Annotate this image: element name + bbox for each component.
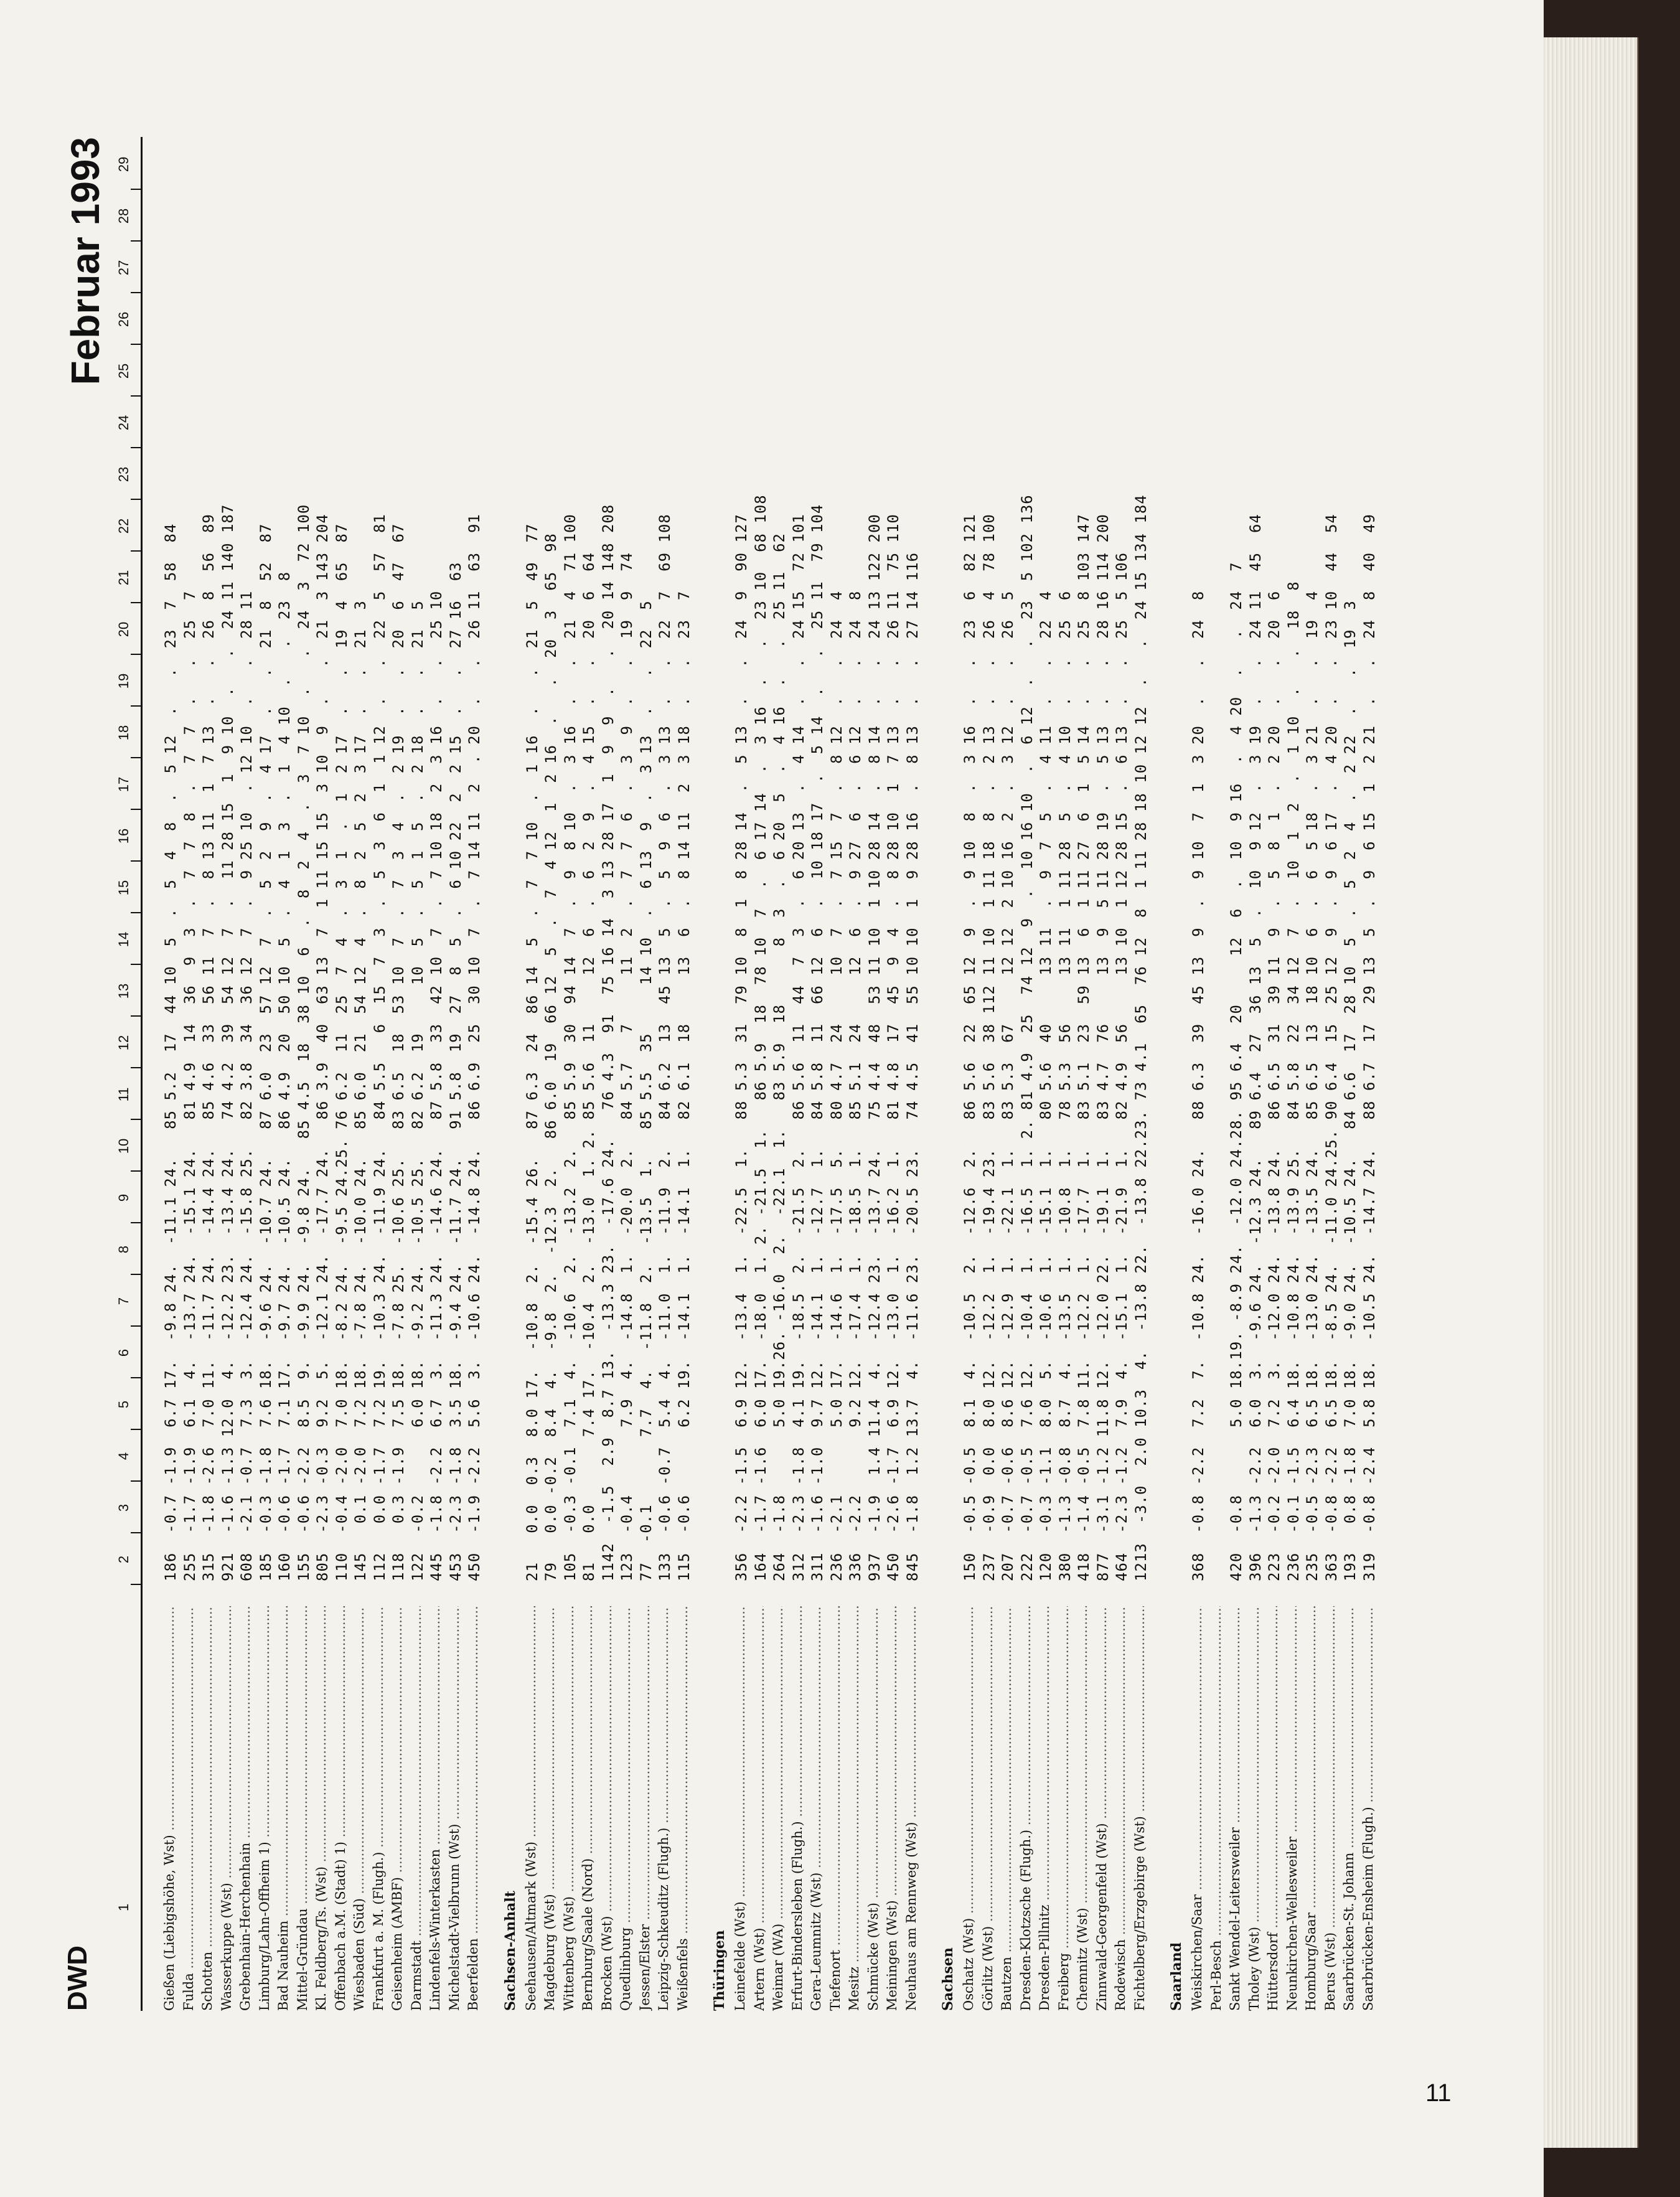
section-gap bbox=[485, 137, 497, 2011]
table-row bbox=[428, 137, 447, 2011]
column-tick bbox=[131, 1119, 141, 1120]
table-row bbox=[1341, 137, 1361, 2011]
column-tick bbox=[131, 1170, 141, 1172]
station-values: 445 -1.8 -2.2 6.7 3. -11.3 24. -14.6 24. 87 5.8 33 42 10 7 . 7 10 18 2 3 16 . . 25 10 bbox=[428, 590, 445, 1581]
station-values: 133 -0.6 -0.7 5.4 4. -11.0 1. -11.9 2. 84 6.2 13 45 13 5 . 5 9 6 . 3 13 . . 22 7 69 108 bbox=[656, 514, 673, 1581]
table-row bbox=[1285, 137, 1304, 2011]
table-row bbox=[1132, 137, 1152, 2011]
column-number: 19 bbox=[116, 673, 131, 689]
section-gap bbox=[922, 137, 935, 2011]
station-values: 110 -0.4 -2.0 7.0 18. -8.2 24. -9.5 24.25. 76 6.2 11 25 7 4 . 3 1 . 1 2 17 . . 19 4 65 87 bbox=[332, 523, 350, 1581]
station-name: Fichtelberg/Erzgebirge (Wst) ..... bbox=[1132, 1606, 1147, 2011]
station-values: 185 -0.3 -1.8 7.6 18. -9.6 24. -10.7 24. 87 6.0 23 57 12 7 . 5 2 9 . 4 17 . . 21 8 52 87 bbox=[256, 523, 275, 1581]
station-values: 160 -0.6 -1.7 7.1 17. -9.7 24. -10.5 24. 86 4.9 20 50 10 5 . 4 1 3 . 1 4 10 . . 23 8 bbox=[276, 571, 293, 1581]
table-row bbox=[1018, 137, 1038, 2011]
station-values: 937 -1.9 1.4 11.4 4. -12.4 23. -13.7 24. 75 4.4 48 53 11 10 1 10 28 14 . 8 14 . . 24 13 122 200 bbox=[865, 514, 883, 1581]
station-values: 450 -1.9 -2.2 5.6 3. -10.6 24. -14.8 24. 86 6.9 25 30 10 7 . 7 14 11 2 . 20 . . 26 11 63 91 bbox=[466, 514, 483, 1581]
station-name: Grebenhain-Herchenhain ..... bbox=[238, 1606, 253, 2011]
station-name: Weiskirchen/Saar ..... bbox=[1190, 1606, 1204, 2011]
table-row bbox=[847, 137, 866, 2011]
station-name: Gera-Leumnitz (Wst) ..... bbox=[809, 1606, 824, 2011]
station-name: Frankfurt a. M. (Flugh.) ..... bbox=[371, 1606, 386, 2011]
station-values: 877 -3.1 -1.2 11.8 12. -12.0 22. -19.1 1. 83 4.7 76 13 9 5 11 28 19 . 5 13 . . 28 16 114 200 bbox=[1094, 514, 1112, 1581]
column-number: 25 bbox=[116, 363, 131, 379]
table-row bbox=[866, 137, 885, 2011]
station-name: Mesitz ..... bbox=[847, 1606, 861, 2011]
page-number: 11 bbox=[1425, 2079, 1452, 2107]
table-row bbox=[733, 137, 752, 2011]
column-tick bbox=[131, 964, 141, 965]
table-row bbox=[980, 137, 1000, 2011]
table-row bbox=[314, 137, 333, 2011]
station-values: 186 -0.7 -1.9 6.7 17. -9.8 24. -11.1 24. 85 5.2 17 44 10 5 . 5 4 8 . 5 12 . . 23 7 58 84 bbox=[162, 523, 179, 1581]
rotated-table bbox=[62, 112, 1463, 2011]
table-row bbox=[1075, 137, 1094, 2011]
station-name: Tholey (Wst) ..... bbox=[1247, 1606, 1262, 2011]
station-values: 122 -0.2 6.0 18. -9.2 24. -10.5 25. 82 6.2 19 10 5 . 5 1 5 . 2 18 . . 21 5 bbox=[408, 600, 426, 1581]
table-row bbox=[656, 137, 675, 2011]
station-name: Wasserkuppe (Wst) ..... bbox=[219, 1606, 234, 2011]
station-name: Schotten ..... bbox=[200, 1606, 215, 2011]
table-row bbox=[276, 137, 295, 2011]
column-number: 24 bbox=[116, 415, 131, 431]
station-values: 450 -2.6 -1.7 6.9 12. -13.0 1. -16.2 1. 81 4.8 17 45 9 4 . 8 28 10 1 7 13 . . 26 11 75 110 bbox=[885, 514, 902, 1581]
station-values: 77 -0.1 7.7 4. -11.8 2. -13.5 1. 85 5.5 35 14 10 . 6 13 9 . 3 13 . . 22 5 bbox=[637, 600, 655, 1581]
station-values: 319 -0.8 -2.4 5.8 18. -10.5 24. -14.7 24. 88 6.7 17 29 13 5 . 9 6 15 1 2 21 . . 24 8 40 49 bbox=[1360, 514, 1378, 1581]
column-tick bbox=[131, 395, 141, 397]
station-values: 418 -1.4 -0.5 7.8 11. -12.2 1. -17.7 1. 83 5.1 23 59 13 6 1 11 27 6 1 5 14 . . 25 8 103 147 bbox=[1075, 514, 1092, 1581]
station-values: 236 -2.1 5.0 17. -14.6 1. -17.5 5. 80 4.7 24 10 7 . 7 15 7 . 8 12 . . 24 4 bbox=[827, 590, 845, 1581]
station-name: Saarbrücken-Ensheim (Flugh.) ..... bbox=[1361, 1606, 1376, 2011]
station-name: Zinnwald-Georgenfeld (Wst) ..... bbox=[1094, 1606, 1109, 2011]
station-values: 363 -0.8 -2.2 6.5 18. -8.5 24. -11.0 24.25. 90 6.4 15 25 12 9 . 9 6 17 . 4 20 . . 23 10 44 54 bbox=[1322, 514, 1340, 1581]
column-number: 27 bbox=[116, 260, 131, 276]
station-values: 921 -1.6 -1.3 12.0 4. -12.2 23. -13.4 24. 74 4.2 39 54 12 7 . 11 28 15 1 9 10 . . 24 11 140 187 bbox=[218, 504, 237, 1581]
station-values: 420 -0.8 5.0 18.19. -8.9 24. -12.0 24.28. 95 6.4 20 12 6 . 10 9 16 . 4 20 . . 24 7 bbox=[1227, 562, 1245, 1581]
station-values: 236 -0.1 -1.5 6.4 18. -10.8 24. -13.9 25. 84 5.8 22 34 12 7 . 10 1 2 . 1 10 . . 18 8 bbox=[1284, 581, 1302, 1581]
station-name: Geisenheim (AMBF) ..... bbox=[390, 1606, 405, 2011]
station-name: Sankt Wendel-Leitersweiler ..... bbox=[1227, 1606, 1242, 2011]
column-number: 2 bbox=[116, 1555, 131, 1564]
station-name: Perl-Besch ..... bbox=[1209, 1606, 1224, 2011]
station-name: Bernburg/Saale (Nord) ..... bbox=[580, 1606, 595, 2011]
station-name: Michelstadt-Vielbrunn (Wst) ..... bbox=[447, 1606, 462, 2011]
column-tick bbox=[131, 1274, 141, 1275]
column-number: 5 bbox=[116, 1400, 131, 1409]
station-values: 453 -2.3 -1.8 3.5 18. -9.4 24. -11.7 24. 91 5.8 19 27 8 5 . 6 10 22 2 2 15 . . 27 16 63 bbox=[446, 562, 464, 1581]
station-values: 315 -1.8 -2.6 7.0 11. -11.7 24. -14.4 24. 85 4.6 33 56 11 7 . 8 13 11 1 7 13 . . 26 8 56 89 bbox=[200, 514, 217, 1581]
table-row bbox=[1361, 137, 1380, 2011]
table-row bbox=[162, 137, 181, 2011]
station-name: Jessen/Elster ..... bbox=[637, 1606, 652, 2011]
table-row bbox=[257, 137, 276, 2011]
column-tick bbox=[131, 550, 141, 552]
section-title: Saarland bbox=[1168, 1942, 1185, 2011]
station-values: 368 -0.8 -2.2 7.2 7. -10.8 24. -16.0 24. 88 6.3 39 45 13 9 . 9 10 7 1 3 20 . . 24 8 bbox=[1190, 590, 1207, 1581]
section-title: Sachsen bbox=[940, 1947, 956, 2011]
column-tick bbox=[131, 1325, 141, 1327]
table-row bbox=[828, 137, 847, 2011]
table-row bbox=[1323, 137, 1342, 2011]
table-row bbox=[409, 137, 428, 2011]
station-name: Beerfelden ..... bbox=[466, 1606, 481, 2011]
table-row bbox=[295, 137, 314, 2011]
station-values: 155 -0.6 -2.2 8.5 9. -9.9 24. -9.8 24. 85 4.5 18 38 10 6 . 8 2 4 . 3 7 10 . . 24 3 72 100 bbox=[294, 504, 312, 1581]
column-number-1: 1 bbox=[116, 1903, 131, 1911]
station-values: 312 -2.3 -1.8 4.1 19. -18.5 2. -21.5 2. 86 5.6 11 44 7 3 . 6 20 13 . 4 14 . . 24 15 72 101 bbox=[789, 514, 807, 1581]
column-tick bbox=[131, 809, 141, 810]
station-name: Magdeburg (Wst) ..... bbox=[542, 1606, 557, 2011]
table-row bbox=[1037, 137, 1056, 2011]
column-number: 9 bbox=[116, 1193, 131, 1202]
station-name: Dresden-Pillnitz ..... bbox=[1037, 1606, 1052, 2011]
station-values: 380 -1.3 -0.8 8.7 4. -13.5 1. -10.8 1. 78 5.3 56 13 11 1 11 28 5 . 4 10 . . 25 6 bbox=[1056, 590, 1074, 1581]
table-row bbox=[542, 137, 561, 2011]
table-row bbox=[599, 137, 619, 2011]
column-number: 3 bbox=[116, 1503, 131, 1512]
station-values: 123 -0.4 7.9 4. -14.8 1. -20.0 2. 84 5.7 7 11 2 . 7 7 6 . 3 9 . . 19 9 74 bbox=[618, 552, 636, 1581]
table-row bbox=[675, 137, 695, 2011]
column-number: 13 bbox=[116, 983, 131, 999]
table-row bbox=[181, 137, 200, 2011]
column-number: 15 bbox=[116, 880, 131, 896]
station-name: Lindenfels-Winterkasten ..... bbox=[428, 1606, 443, 2011]
column-number: 12 bbox=[116, 1035, 131, 1051]
section-title: Thüringen bbox=[711, 1930, 728, 2011]
station-name: Schmücke (Wst) ..... bbox=[866, 1606, 881, 2011]
station-values: 118 0.3 -1.9 7.5 18. -7.8 25. -10.6 25. 83 6.5 18 53 10 7 . 7 3 4 . 2 19 . . 20 6 47 67 bbox=[390, 523, 407, 1581]
station-name: Tiefenort ..... bbox=[828, 1606, 843, 2011]
column-tick bbox=[131, 705, 141, 707]
station-name: Chemnitz (Wst) ..... bbox=[1075, 1606, 1090, 2011]
table-row bbox=[1247, 137, 1266, 2011]
column-number: 8 bbox=[116, 1245, 131, 1254]
column-tick bbox=[131, 1377, 141, 1378]
station-name: Mittel-Gründau ..... bbox=[295, 1606, 310, 2011]
column-number: 14 bbox=[116, 931, 131, 948]
table-row bbox=[1303, 137, 1323, 2011]
column-number: 17 bbox=[116, 776, 131, 793]
column-number: 7 bbox=[116, 1297, 131, 1305]
table-row bbox=[1227, 137, 1247, 2011]
station-values: 264 -1.8 5.0 19.26. -16.0 2. -22.1 1. 83 5.9 18 8 3 . 6 20 5 . 4 16 . . 25 11 62 bbox=[771, 533, 788, 1581]
table-row bbox=[466, 137, 485, 2011]
column-tick bbox=[131, 602, 141, 603]
table-row bbox=[1094, 137, 1114, 2011]
station-values: 608 -2.1 -0.7 7.3 3. -12.4 24. -15.8 25. 82 3.8 34 36 12 7 . 9 25 10 . 12 10 . . 28 11 bbox=[238, 590, 255, 1581]
table-row bbox=[1056, 137, 1076, 2011]
section-title: Sachsen-Anhalt bbox=[502, 1891, 519, 2011]
station-name: Quedlinburg ..... bbox=[618, 1606, 633, 2011]
station-name: Saarbrücken-St. Johann ..... bbox=[1341, 1606, 1356, 2011]
column-header bbox=[112, 137, 143, 2011]
station-values: 164 -1.7 -1.6 6.0 17. -18.0 1. 2. -21.5 1. 86 5.9 18 78 10 7 . 6 17 14 . 3 16 . . 23 10 68 108 bbox=[751, 494, 769, 1581]
header-right: Februar 1993 bbox=[63, 137, 108, 385]
station-values: 845 -1.8 1.2 13.7 4. -11.6 23. -20.5 23. 74 4.5 41 55 10 10 1 9 28 16 . 8 13 . . 27 14 116 bbox=[903, 552, 921, 1581]
table-row bbox=[790, 137, 809, 2011]
table-row bbox=[238, 137, 257, 2011]
station-name: Oschatz (Wst) ..... bbox=[961, 1606, 976, 2011]
column-tick bbox=[131, 1480, 141, 1482]
station-name: Limburg/Lahn-Offheim 1) ..... bbox=[257, 1606, 272, 2011]
station-values: 145 0.1 -2.0 7.2 18. -7.8 24. -10.0 24. 85 6.0 21 54 12 4 . 8 2 5 2 3 17 . . 21 3 bbox=[352, 600, 369, 1581]
station-name: Bad Nauheim ..... bbox=[276, 1606, 291, 2011]
column-number: 4 bbox=[116, 1452, 131, 1461]
station-values: 81 0.0 7.4 17. -10.4 2. -13.0 1. 2. 85 5.6 11 12 6 . 6 2 9 . 4 15 . . 20 6 64 bbox=[580, 552, 598, 1581]
section-gap bbox=[694, 137, 706, 2011]
station-values: 79 0.0 -0.2 8.4 4. -9.8 2. -12.3 2. 86 6.0 19 66 12 5 . 7 4 12 1 2 16 . . 20 3 65 98 bbox=[542, 533, 560, 1581]
table-row bbox=[1190, 137, 1209, 2011]
table-row bbox=[1209, 137, 1228, 2011]
station-values: 21 0.0 0.3 8.0 17. -10.8 2. -15.4 26. 87 6.3 24 86 14 5 . 7 7 10 . 1 16 . . 21 5 49 77 bbox=[523, 523, 541, 1581]
station-values: 120 -0.3 -1.1 8.0 5. -10.6 1. -15.1 1. 80 5.6 40 13 11 . 9 7 5 . 4 11 . . 22 4 bbox=[1037, 590, 1054, 1581]
column-number: 18 bbox=[116, 725, 131, 741]
column-tick bbox=[131, 240, 141, 242]
column-tick bbox=[131, 1429, 141, 1430]
column-number: 16 bbox=[116, 828, 131, 844]
table-row bbox=[219, 137, 238, 2011]
station-table bbox=[162, 137, 1379, 2011]
table-row bbox=[580, 137, 599, 2011]
station-values: 805 -2.3 -0.3 9.2 5. -12.1 24. -17.7 24. 86 3.9 40 63 13 7 1 11 15 15 3 10 9 . . 21 3 143 204 bbox=[314, 514, 331, 1581]
table-row bbox=[885, 137, 904, 2011]
station-values: 193 0.8 -1.8 7.0 18. -9.0 24. -10.5 24. 84 6.6 17 28 10 5 . 5 2 4 . 2 22 . . 19 3 bbox=[1341, 600, 1359, 1581]
station-name: Rodewisch ..... bbox=[1113, 1606, 1128, 2011]
column-tick bbox=[131, 292, 141, 293]
table-row bbox=[447, 137, 466, 2011]
station-values: 105 -0.3 -0.1 7.1 4. -10.6 2. -13.2 2. 85 5.9 30 94 14 7 . 9 8 10 . 3 16 . . 21 4 71 100 bbox=[561, 514, 579, 1581]
column-tick bbox=[131, 1532, 141, 1533]
station-name: Meiningen (Wst) ..... bbox=[885, 1606, 899, 2011]
station-name: Fulda ..... bbox=[181, 1606, 196, 2011]
station-values: 222 -0.7 -0.5 7.6 12. -10.4 1. -16.5 1. 2. 81 4.9 25 74 12 9 . 10 16 10 . 6 12 . . 23 5 102 136 bbox=[1018, 494, 1036, 1581]
station-values: 150 -0.5 -0.5 8.1 4. -10.5 2. -12.6 2. 86 5.6 22 65 12 9 . 9 10 8 . 3 16 . . 23 6 82 121 bbox=[961, 514, 978, 1581]
station-name: Gießen (Liebigshöhe, Wst) ..... bbox=[162, 1606, 177, 2011]
column-number: 10 bbox=[116, 1138, 131, 1154]
station-values: 112 0.0 -1.7 7.2 19. -10.3 24. -11.9 24. 84 5.5 6 15 7 3 . 5 3 6 1 1 12 . . 22 5 57 81 bbox=[370, 514, 388, 1581]
station-name: Weimar (WA) ..... bbox=[771, 1606, 786, 2011]
station-values: 336 -2.2 9.2 12. -17.4 1. -18.5 1. 85 5.1 24 12 6 . 9 27 6 . 6 12 . . 24 8 bbox=[847, 590, 864, 1581]
table-row bbox=[999, 137, 1018, 2011]
station-name: Freiberg ..... bbox=[1056, 1606, 1071, 2011]
station-values: 115 -0.6 6.2 19. -14.1 1. -14.1 1. 82 6.1 18 13 6 . 8 14 11 2 3 18 . . 23 7 bbox=[675, 590, 693, 1581]
station-values: 311 -1.6 -1.0 9.7 12. -14.1 1. -12.7 1. 84 5.8 11 66 12 6 . 10 18 17 . 5 14 . . 25 11 79 104 bbox=[809, 504, 826, 1581]
station-values: 1213 -3.0 2.0 10.3 4. -13.8 22. -13.8 22.23. 73 4.1 65 76 12 8 1 11 28 18 10 12 12 . . 24 15 134 184 bbox=[1132, 494, 1150, 1581]
table-row bbox=[904, 137, 923, 2011]
column-tick bbox=[131, 757, 141, 758]
table-row bbox=[771, 137, 790, 2011]
column-tick bbox=[131, 344, 141, 345]
station-name: Weißenfels ..... bbox=[675, 1606, 690, 2011]
section-gap bbox=[1151, 137, 1163, 2011]
table-row bbox=[523, 137, 543, 2011]
station-name: Homburg/Saar ..... bbox=[1303, 1606, 1318, 2011]
station-name: Berus (Wst) ..... bbox=[1323, 1606, 1338, 2011]
table-row bbox=[371, 137, 390, 2011]
column-tick bbox=[131, 654, 141, 655]
station-name: Seehausen/Altmark (Wst) ..... bbox=[523, 1606, 538, 2011]
column-tick bbox=[131, 189, 141, 190]
station-name: Kl. Feldberg/Ts. (Wst) ..... bbox=[314, 1606, 329, 2011]
station-values: 464 -2.3 -1.2 7.9 4. -15.1 1. -21.9 1. 82 4.9 56 13 10 1 12 28 15 . 6 13 . . 25 5 106 bbox=[1113, 552, 1130, 1581]
column-number: 28 bbox=[116, 208, 131, 224]
table-row bbox=[1113, 137, 1132, 2011]
station-values: 396 -1.3 -2.2 6.0 3. -9.6 24. -12.3 24. 89 6.4 27 36 13 5 . 10 9 12 . 3 19 . . 24 11 45 64 bbox=[1246, 514, 1264, 1581]
column-number: 22 bbox=[116, 518, 131, 534]
column-number: 6 bbox=[116, 1348, 131, 1357]
table-row bbox=[561, 137, 581, 2011]
station-name: Artern (Wst) ..... bbox=[752, 1606, 767, 2011]
column-number: 11 bbox=[116, 1087, 131, 1102]
column-number: 20 bbox=[116, 621, 131, 637]
table-row bbox=[390, 137, 409, 2011]
station-name: Offenbach a.M. (Stadt) 1) ..... bbox=[333, 1606, 348, 2011]
table-row bbox=[1265, 137, 1285, 2011]
station-name: Darmstadt ..... bbox=[409, 1606, 424, 2011]
table-row bbox=[352, 137, 371, 2011]
station-name: Bautzen ..... bbox=[999, 1606, 1014, 2011]
station-values: 356 -2.2 -1.5 6.9 12. -13.4 1. -22.5 1. 88 5.3 31 79 10 8 1 8 28 14 . 5 13 . . 24 9 90 127 bbox=[733, 514, 750, 1581]
station-name: Wiesbaden (Süd) ..... bbox=[352, 1606, 367, 2011]
column-tick bbox=[131, 912, 141, 913]
table-row bbox=[200, 137, 219, 2011]
column-tick bbox=[131, 1015, 141, 1017]
station-name: Görlitz (Wst) ..... bbox=[980, 1606, 995, 2011]
column-number: 26 bbox=[116, 311, 131, 327]
station-values: 207 -0.7 -0.6 8.6 12. -12.9 1. -22.1 1. 83 5.3 67 12 12 2 10 16 2 . 3 12 . . 26 5 bbox=[999, 590, 1016, 1581]
station-name: Hüttersdorf ..... bbox=[1265, 1606, 1280, 2011]
table-row bbox=[618, 137, 637, 2011]
station-name: Erfurt-Bindersleben (Flugh.) ..... bbox=[790, 1606, 805, 2011]
column-tick bbox=[131, 499, 141, 500]
column-number: 29 bbox=[116, 156, 131, 172]
table-row bbox=[637, 137, 657, 2011]
table-row bbox=[961, 137, 980, 2011]
station-values: 235 -0.5 -2.3 6.5 18. -13.0 24. -13.5 24. 85 6.5 13 18 10 6 . 6 5 18 . 3 21 . . 19 4 bbox=[1303, 590, 1321, 1581]
column-number: 23 bbox=[116, 466, 131, 482]
station-name: Brocken (Wst) ..... bbox=[599, 1606, 614, 2011]
station-name: Leinefelde (Wst) ..... bbox=[733, 1606, 748, 2011]
station-values: 223 -0.2 -2.0 7.2 3. -12.0 24. -13.8 24. 86 6.5 31 39 11 9 . 5 8 1 . 2 20 . . 20 6 bbox=[1265, 590, 1283, 1581]
column-tick bbox=[131, 860, 141, 862]
station-name: Neunkirchen-Wellesweiler ..... bbox=[1285, 1606, 1300, 2011]
station-name: Neuhaus am Rennweg (Wst) ..... bbox=[904, 1606, 919, 2011]
column-number: 21 bbox=[116, 570, 131, 586]
table-row bbox=[809, 137, 828, 2011]
station-name: Dresden-Klotzsche (Flugh.) ..... bbox=[1018, 1606, 1033, 2011]
header-left: DWD bbox=[62, 1945, 93, 2011]
station-name: Leipzig-Schkeuditz (Flugh.) ..... bbox=[656, 1606, 671, 2011]
column-tick bbox=[131, 1067, 141, 1068]
column-tick bbox=[131, 447, 141, 448]
column-tick bbox=[131, 1584, 141, 1585]
column-tick bbox=[131, 1222, 141, 1223]
station-values: 1142 -1.5 2.9 8.7 13. -13.3 23. -17.6 24. 76 4.3 91 75 16 14 3 13 28 17 1 9 9 . . 20 14 148 208 bbox=[599, 504, 617, 1581]
station-name: Wittenberg (Wst) ..... bbox=[561, 1606, 576, 2011]
station-values: 255 -1.7 -1.9 6.1 4. -13.7 24. -15.1 24. 81 4.9 14 36 9 3 . 7 7 8 . 7 7 . . 25 7 bbox=[181, 590, 199, 1581]
table-row bbox=[333, 137, 352, 2011]
station-values: 237 -0.9 0.0 8.0 12. -12.2 1. -19.4 23. 83 5.6 38 112 11 10 1 11 18 8 . 2 13 . . 26 4 78 100 bbox=[980, 514, 998, 1581]
table-row bbox=[752, 137, 771, 2011]
